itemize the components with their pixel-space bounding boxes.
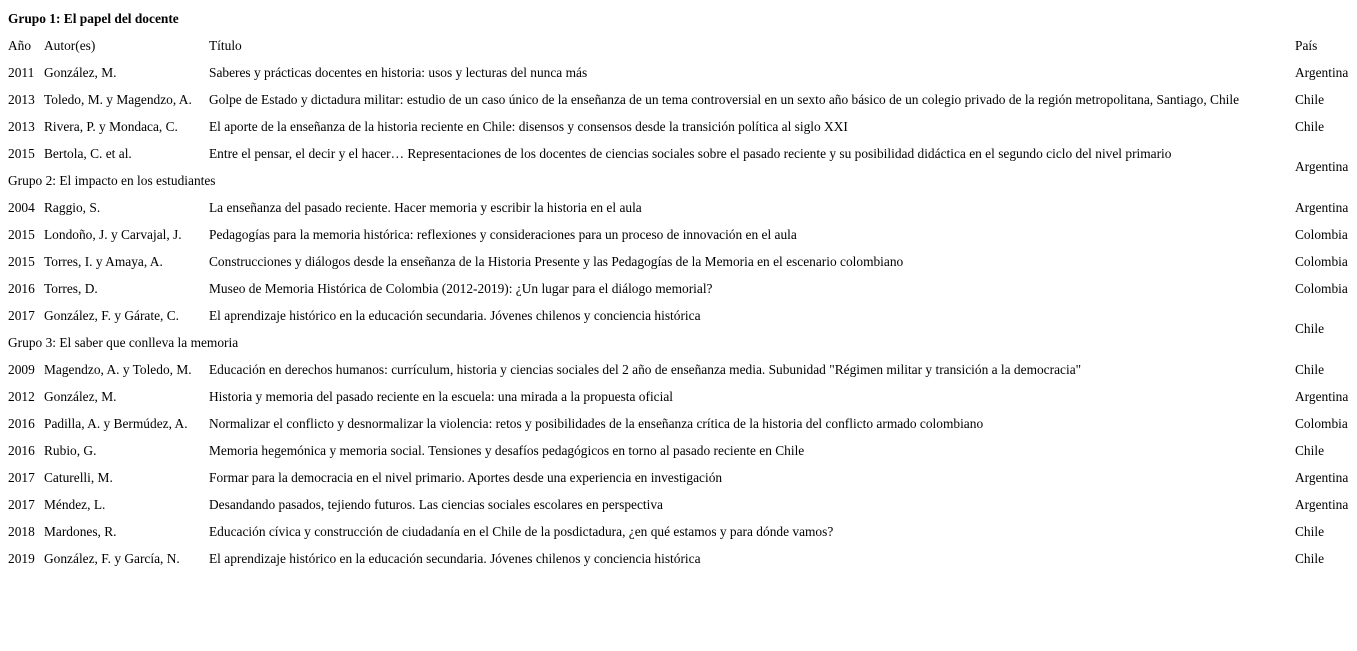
row-title: La enseñanza del pasado reciente. Hacer memoria y escribir la historia en el aula — [209, 200, 642, 215]
table-header-row — [0, 33, 1357, 60]
row-year: 2015 — [8, 146, 35, 161]
row-author: González, M. — [44, 389, 117, 404]
row-year: 2017 — [8, 470, 35, 485]
row-country: Colombia — [1295, 254, 1348, 269]
row-year: 2011 — [8, 65, 35, 80]
table-row — [0, 303, 1357, 336]
table-row — [0, 87, 1357, 114]
row-country: Argentina — [1295, 389, 1349, 404]
row-author: González, F. y García, N. — [44, 551, 180, 566]
row-title: Memoria hegemónica y memoria social. Tensiones y desafíos pedagógicos en torno al pasado reciente en Chile — [209, 443, 805, 458]
row-author: Caturelli, M. — [44, 470, 113, 485]
row-country: Chile — [1295, 551, 1325, 566]
row-author: González, F. y Gárate, C. — [44, 308, 180, 323]
row-year: 2004 — [8, 200, 35, 215]
row-title: Educación cívica y construcción de ciudadanía en el Chile de la posdictadura, ¿en qué estamos y para dónde vamos? — [209, 524, 834, 539]
row-title: Museo de Memoria Histórica de Colombia (2012-2019): ¿Un lugar para el diálogo memorial? — [209, 281, 713, 296]
group-title: Grupo 3: El saber que conlleva la memoria — [8, 335, 239, 350]
row-title: Pedagogías para la memoria histórica: reflexiones y consideraciones para un proceso de innovación en el aula — [209, 227, 797, 242]
row-country: Chile — [1295, 119, 1325, 134]
table-row — [0, 546, 1357, 573]
row-country: Argentina — [1295, 497, 1349, 512]
table-row — [0, 114, 1357, 141]
table-row — [0, 357, 1357, 384]
row-year: 2015 — [8, 227, 35, 242]
group-3-title-row — [0, 330, 1357, 357]
row-country: Argentina — [1295, 159, 1349, 174]
row-year: 2016 — [8, 281, 35, 296]
row-title: Entre el pensar, el decir y el hacer… Representaciones de los docentes de ciencias sociales sobre el pasado reciente y su posibilidad didáctica en el segundo ciclo del nivel primario — [209, 146, 1172, 161]
row-year: 2013 — [8, 92, 35, 107]
row-title: Normalizar el conflicto y desnormalizar la violencia: retos y posibilidades de la enseñanza crítica de la historia del conflicto armado colombiano — [209, 416, 984, 431]
row-country: Argentina — [1295, 65, 1349, 80]
table-row — [0, 222, 1357, 249]
row-title: Desandando pasados, tejiendo futuros. Las ciencias sociales escolares en perspectiva — [209, 497, 664, 512]
group-2-title-row — [0, 168, 1357, 195]
group-title: Grupo 2: El impacto en los estudiantes — [8, 173, 216, 188]
table-row — [0, 141, 1357, 174]
header-title: Título — [209, 38, 242, 53]
row-title: Golpe de Estado y dictadura militar: estudio de un caso único de la enseñanza de un tema controversial en un sexto año básico de un colegio privado de la región metropolitana, Santiago, Chile — [209, 92, 1240, 107]
row-country: Chile — [1295, 362, 1325, 377]
row-country: Argentina — [1295, 200, 1349, 215]
row-author: Méndez, L. — [44, 497, 106, 512]
table-row — [0, 465, 1357, 492]
table-row — [0, 438, 1357, 465]
row-year: 2019 — [8, 551, 35, 566]
row-country: Chile — [1295, 92, 1325, 107]
row-author: Torres, D. — [44, 281, 98, 296]
row-country: Chile — [1295, 443, 1325, 458]
row-country: Colombia — [1295, 416, 1348, 431]
row-author: Rubio, G. — [44, 443, 97, 458]
row-year: 2017 — [8, 308, 35, 323]
row-country: Argentina — [1295, 470, 1349, 485]
table-row — [0, 276, 1357, 303]
row-title: Educación en derechos humanos: currículum, historia y ciencias sociales del 2 año de enseñanza media. Subunidad "Régimen militar y transición a la democracia" — [209, 362, 1082, 377]
row-year: 2013 — [8, 119, 35, 134]
row-country: Colombia — [1295, 281, 1348, 296]
table-row — [0, 195, 1357, 222]
row-title: Construcciones y diálogos desde la enseñanza de la Historia Presente y las Pedagogías de la Memoria en el escenario colombiano — [209, 254, 904, 269]
row-author: Bertola, C. et al. — [44, 146, 132, 161]
row-title: Formar para la democracia en el nivel primario. Aportes desde una experiencia en investigación — [209, 470, 723, 485]
row-title: Saberes y prácticas docentes en historia: usos y lecturas del nunca más — [209, 65, 588, 80]
row-author: Mardones, R. — [44, 524, 117, 539]
group-1-title-row — [0, 6, 1357, 33]
row-year: 2009 — [8, 362, 35, 377]
row-title: El aprendizaje histórico en la educación secundaria. Jóvenes chilenos y conciencia histórica — [209, 551, 701, 566]
row-author: Magendzo, A. y Toledo, M. — [44, 362, 192, 377]
row-year: 2012 — [8, 389, 35, 404]
row-author: Toledo, M. y Magendzo, A. — [44, 92, 192, 107]
row-year: 2015 — [8, 254, 35, 269]
group-title: Grupo 1: El papel del docente — [8, 11, 179, 26]
table-row — [0, 60, 1357, 87]
row-author: Torres, I. y Amaya, A. — [44, 254, 163, 269]
row-author: González, M. — [44, 65, 117, 80]
row-author: Padilla, A. y Bermúdez, A. — [44, 416, 188, 431]
row-year: 2018 — [8, 524, 35, 539]
row-year: 2016 — [8, 443, 35, 458]
row-year: 2016 — [8, 416, 35, 431]
row-title: El aporte de la enseñanza de la historia reciente en Chile: disensos y consensos desde la transición política al siglo XXI — [209, 119, 848, 134]
row-author: Londoño, J. y Carvajal, J. — [44, 227, 182, 242]
row-title: El aprendizaje histórico en la educación secundaria. Jóvenes chilenos y conciencia histórica — [209, 308, 701, 323]
row-country: Colombia — [1295, 227, 1348, 242]
table-row — [0, 492, 1357, 519]
row-title: Historia y memoria del pasado reciente en la escuela: una mirada a la propuesta oficial — [209, 389, 674, 404]
table-row — [0, 519, 1357, 546]
row-author: Raggio, S. — [44, 200, 101, 215]
header-author: Autor(es) — [44, 38, 96, 53]
table-row — [0, 384, 1357, 411]
row-author: Rivera, P. y Mondaca, C. — [44, 119, 178, 134]
header-year: Año — [8, 38, 32, 53]
row-country: Chile — [1295, 321, 1325, 336]
row-country: Chile — [1295, 524, 1325, 539]
table-row — [0, 411, 1357, 438]
table-row — [0, 249, 1357, 276]
row-year: 2017 — [8, 497, 35, 512]
header-country: País — [1295, 38, 1318, 53]
